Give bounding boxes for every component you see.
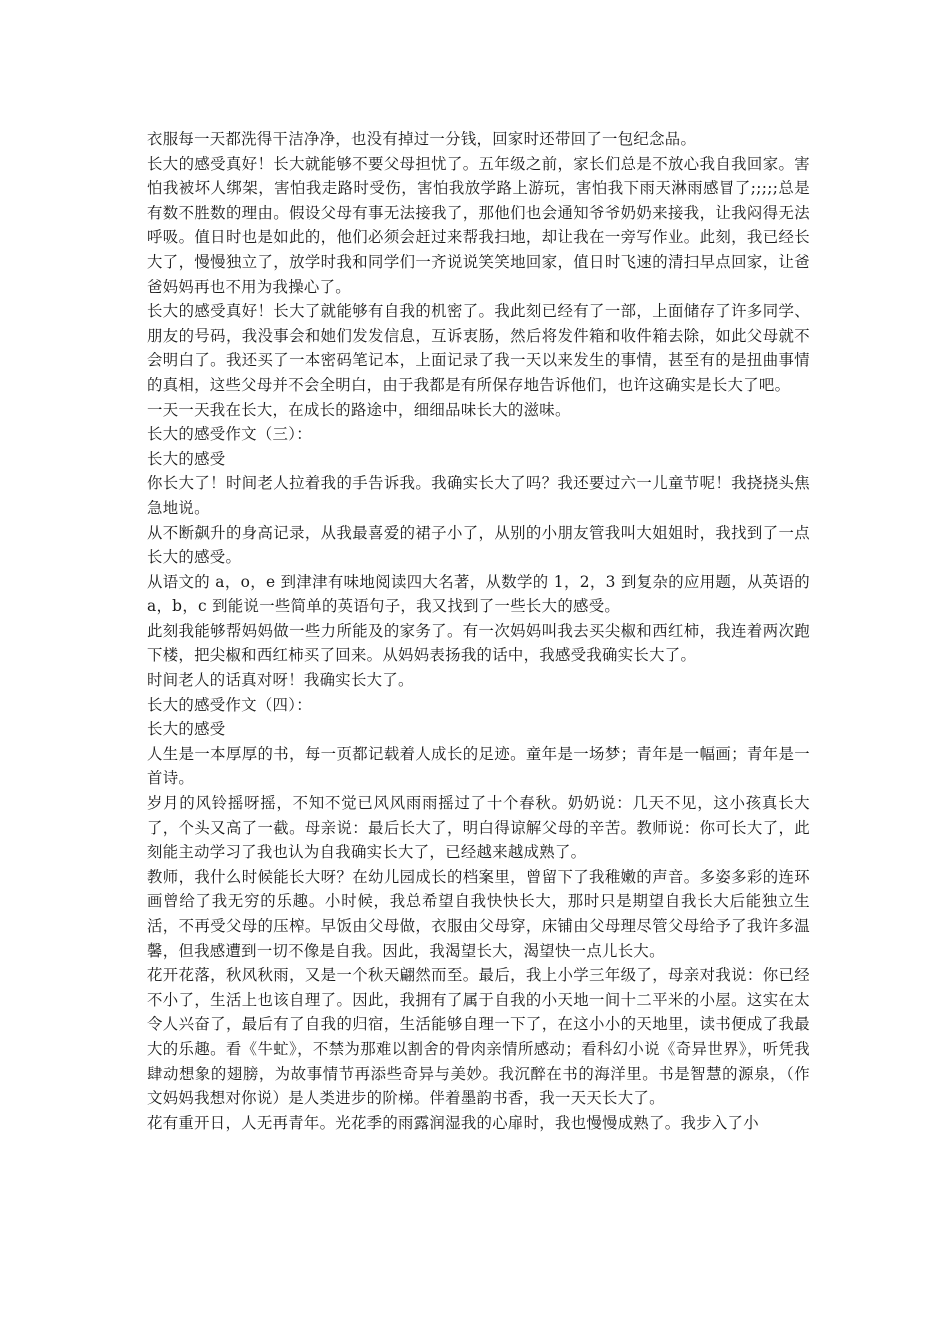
paragraph: 时间老人的话真对呀！我确实长大了。 bbox=[147, 671, 414, 690]
paragraph: 岁月的风铃摇呀摇，不知不觉已风风雨雨摇过了十个春秋。奶奶说：几天不见，这小孩真长大了，个头又高了一截。母亲说：最后长大了，明白得谅解父母的辛苦。教师说：你可长大了，此刻能主动学习了我也认为自我确实长大了，已经越来越成熟了。 bbox=[147, 794, 810, 862]
paragraph: 从不断飙升的身高记录，从我最喜爱的裙子小了，从别的小朋友管我叫大姐姐时，我找到了一点长大的感受。 bbox=[147, 523, 810, 567]
paragraph: 衣服每一天都洗得干洁净净，也没有掉过一分钱，回家时还带回了一包纪念品。 bbox=[147, 130, 697, 148]
paragraph: 从语文的 a，o，e 到津津有味地阅读四大名著，从数学的 1，2，3 到复杂的应用题，从英语的 a，b，c 到能说一些简单的英语句子，我又找到了一些长大的感受。 bbox=[147, 572, 810, 616]
paragraph: 花有重开日，人无再青年。光花季的雨露润湿我的心扉时，我也慢慢成熟了。我步入了小 bbox=[147, 1113, 759, 1132]
essay-body bbox=[147, 127, 810, 1135]
paragraph: 一天一天我在长大，在成长的路途中，细细品味长大的滋味。 bbox=[147, 400, 571, 419]
paragraph: 长大的感受真好！长大就能够不要父母担忧了。五年级之前，家长们总是不放心我自我回家。害怕我被坏人绑架，害怕我走路时受伤，害怕我放学路上游玩，害怕我下雨天淋雨感冒了;;;;;总是有数不胜数的理由。假设父母有事无法接我了，那他们也会通知爷爷奶奶来接我，让我闷得无法呼吸。值日时也是如此的，他们必须会赶过来帮我扫地，却让我在一旁写作业。此刻，我已经长大了，慢慢独立了，放学时我和同学们一齐说说笑笑地回家，值日时飞速的清扫早点回家，让爸爸妈妈再也不用为我操心了。 bbox=[147, 154, 810, 296]
paragraph: 人生是一本厚厚的书，每一页都记载着人成长的足迹。童年是一场梦；青年是一幅画；青年是一首诗。 bbox=[147, 744, 810, 788]
section-heading: 长大的感受作文（三）： bbox=[147, 425, 312, 444]
section-heading: 长大的感受作文（四）： bbox=[147, 695, 312, 714]
essay-title: 长大的感受 bbox=[147, 720, 226, 739]
paragraph: 此刻我能够帮妈妈做一些力所能及的家务了。有一次妈妈叫我去买尖椒和西红柿，我连着两次跑下楼，把尖椒和西红柿买了回来。从妈妈表扬我的话中，我感受我确实长大了。 bbox=[147, 621, 810, 665]
essay-title: 长大的感受 bbox=[147, 449, 226, 468]
paragraph: 花开花落，秋风秋雨，又是一个秋天翩然而至。最后，我上小学三年级了，母亲对我说：你已经不小了，生活上也该自理了。因此，我拥有了属于自我的小天地一间十二平米的小屋。这实在太令人兴奋了，最后有了自我的归宿，生活能够自理一下了，在这小小的天地里，读书便成了我最大的乐趣。看《牛虻》，不禁为那难以割舍的骨肉亲情所感动；看科幻小说《奇异世界》，听凭我肆动想象的翅膀，为故事情节再添些奇异与美妙。我沉醉在书的海洋里。书是智慧的源泉，（作文妈妈我想对你说）是人类进步的阶梯。伴着墨韵书香，我一天天长大了。 bbox=[147, 966, 810, 1108]
paragraph: 你长大了！时间老人拉着我的手告诉我。我确实长大了吗？我还要过六一儿童节呢！我挠挠头焦急地说。 bbox=[147, 474, 810, 517]
paragraph: 长大的感受真好！长大了就能够有自我的机密了。我此刻已经有了一部，上面储存了许多同学、朋友的号码，我没事会和她们发发信息，互诉衷肠，然后将发件箱和收件箱去除，如此父母就不会明白了。我还买了一本密码笔记本，上面记录了我一天以来发生的事情，甚至有的是扭曲事情的真相，这些父母并不会全明白，由于我都是有所保存地告诉他们，也许这确实是长大了吧。 bbox=[147, 302, 810, 394]
paragraph: 教师，我什么时候能长大呀？在幼儿园成长的档案里，曾留下了我稚嫩的声音。多姿多彩的连环画曾给了我无穷的乐趣。小时候，我总希望自我快快长大，那时只是期望自我长大后能独立生活，不再受父母的压榨。早饭由父母做，衣服由父母穿，床铺由父母理尽管父母给予了我许多温馨，但我感遭到一切不像是自我。因此，我渴望长大，渴望快一点儿长大。 bbox=[147, 867, 810, 960]
